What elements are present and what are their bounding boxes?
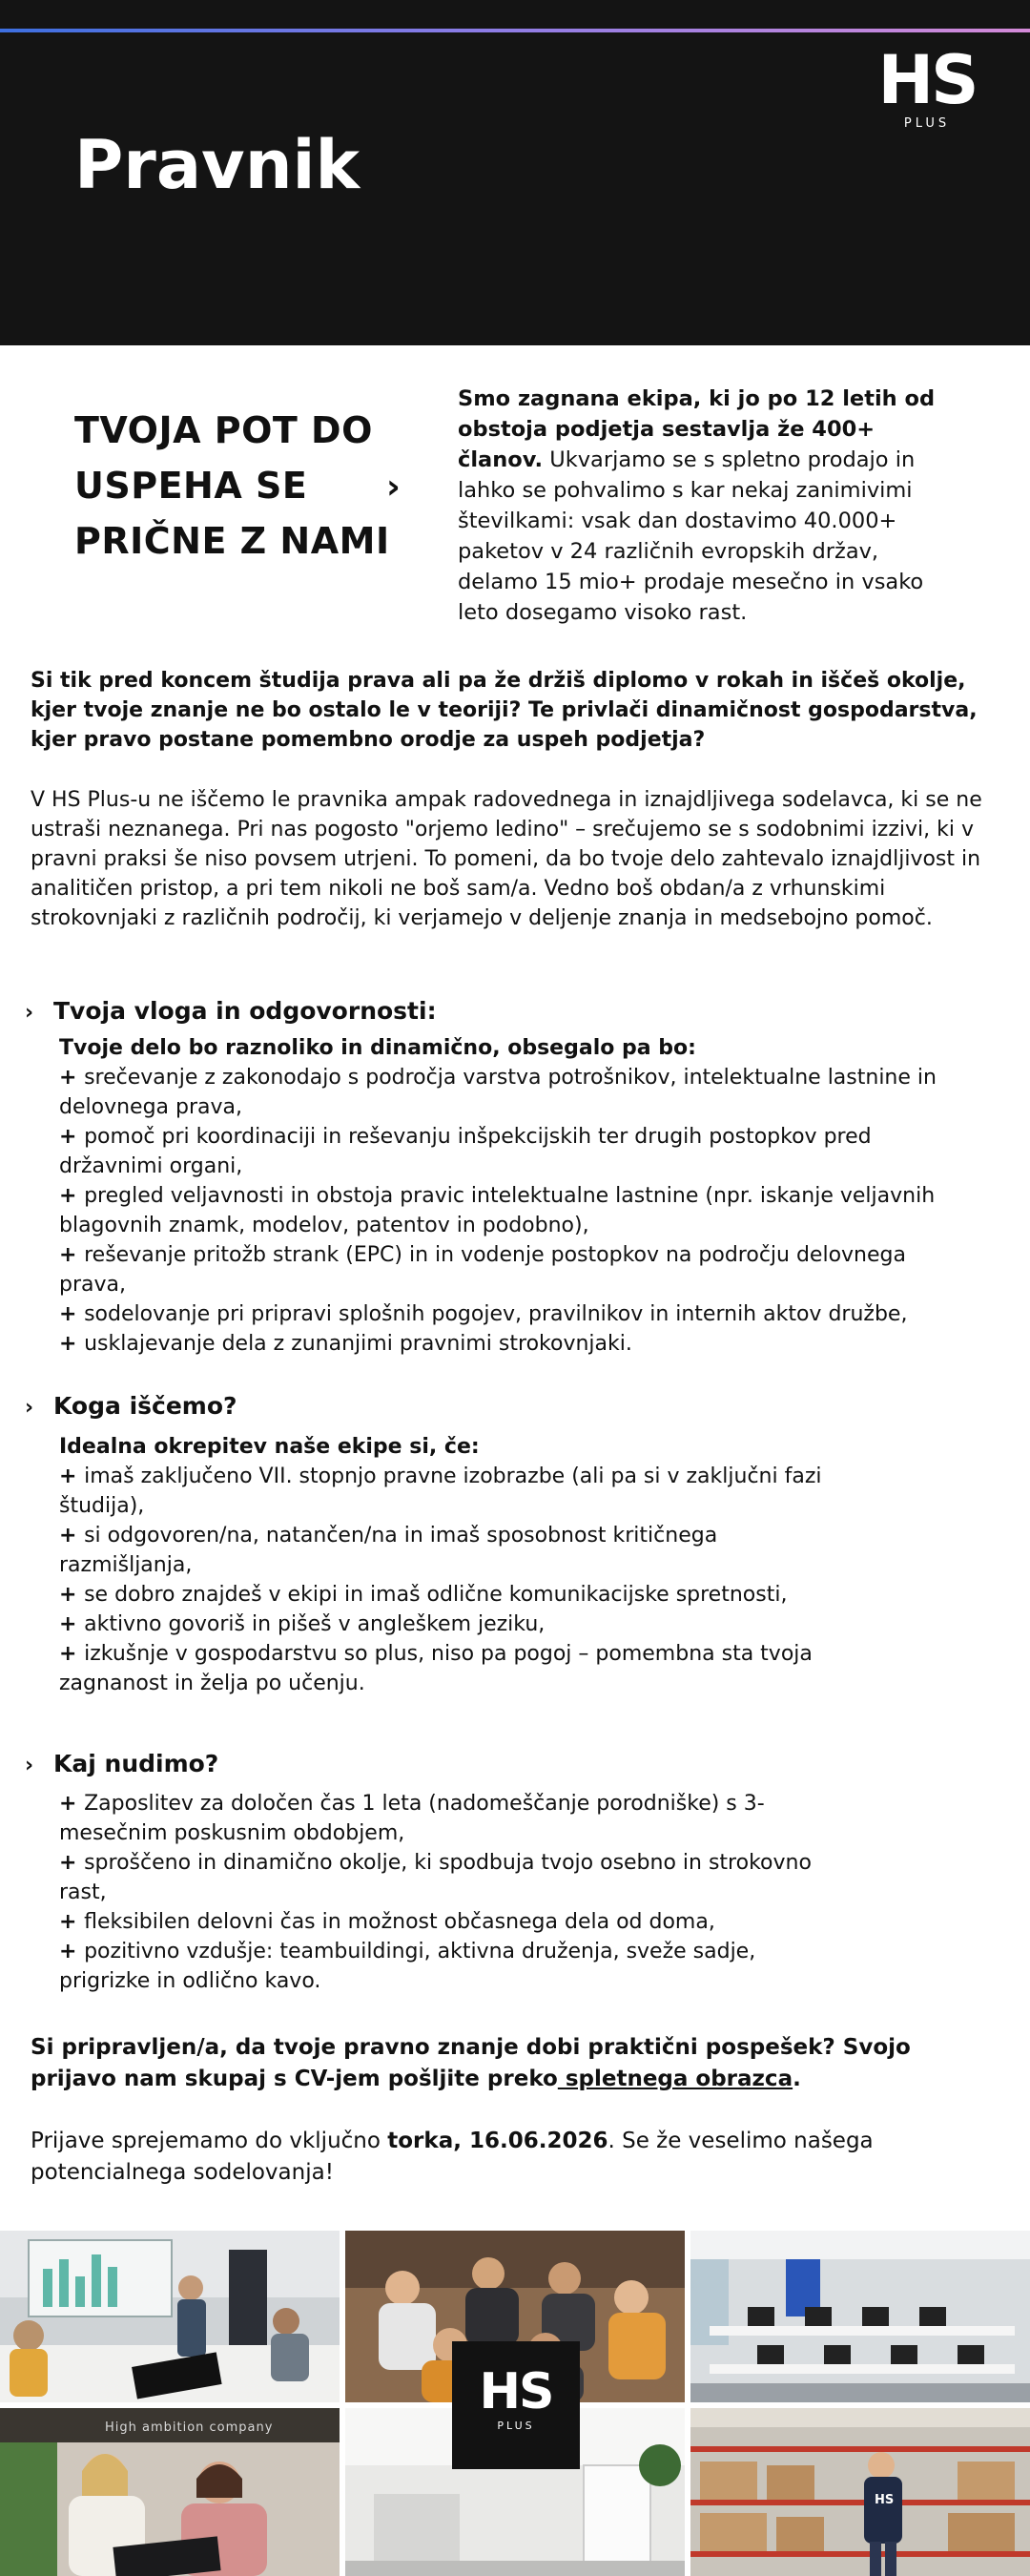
list-item xyxy=(59,1639,841,1698)
list-item-text: se dobro znajdeš v ekipi in imaš odlične komunikacijske spretnosti, xyxy=(84,1583,788,1607)
list-item xyxy=(59,1329,975,1359)
offer-list xyxy=(59,1789,851,1996)
header xyxy=(0,0,1030,345)
list-item xyxy=(59,1848,851,1907)
list-item-text: sodelovanje pri pripravi splošnih pogojev, pravilnikov in internih aktov družbe, xyxy=(84,1302,908,1326)
list-item xyxy=(59,1610,841,1639)
photo-colleagues-laughing xyxy=(0,2408,340,2576)
plus-icon: + xyxy=(59,1243,85,1267)
list-item-text: izkušnje v gospodarstvu so plus, niso pa pogoj – pomembna sta tvoja zagnanost in želja po učenju. xyxy=(59,1642,813,1695)
accent-gradient-bar xyxy=(0,29,1030,32)
list-item-text: Zaposlitev za določen čas 1 leta (nadomeščanje porodniške) s 3-mesečnim poskusnim obdobjem, xyxy=(59,1792,765,1845)
shirt-logo-text: HS xyxy=(875,2493,895,2507)
plus-icon: + xyxy=(59,1851,85,1875)
list-item-text: aktivno govoriš in pišeš v angleškem jeziku, xyxy=(84,1612,546,1636)
call-to-action xyxy=(31,2032,1003,2095)
list-item-text: imaš zaključeno VII. stopnjo pravne izobrazbe (ali pa si v zaključni fazi študija), xyxy=(59,1465,822,1518)
deadline-prefix: Prijave sprejemamo do vključno xyxy=(31,2129,388,2153)
hs-plus-logo-center xyxy=(452,2341,580,2469)
slogan-line-1: TVOJA POT DO xyxy=(74,409,373,451)
responsibilities-list xyxy=(59,1063,975,1359)
plus-icon: + xyxy=(59,1184,85,1208)
list-item-text: si odgovoren/na, natančen/na in imaš sposobnost kritičnega razmišljanja, xyxy=(59,1524,718,1577)
list-item xyxy=(59,1937,851,1996)
photo-office-desks xyxy=(690,2231,1030,2402)
application-deadline xyxy=(31,2126,1003,2189)
company-intro-bold: Smo zagnana ekipa, ki jo po 12 letih od obstoja podjetja sestavlja že 400+ članov. xyxy=(458,386,936,472)
list-item xyxy=(59,1789,851,1848)
section-heading-requirements xyxy=(25,1391,237,1423)
company-intro xyxy=(458,384,949,628)
list-item-text: pomoč pri koordinaciji in reševanju inšpekcijskih ter drugih postopkov pred državnimi organi, xyxy=(59,1125,872,1178)
section-intro-responsibilities: Tvoje delo bo raznoliko in dinamično, obsegalo pa bo: xyxy=(59,1036,696,1060)
plus-icon: + xyxy=(59,1066,85,1090)
company-intro-text: Ukvarjamo se s spletno prodajo in lahko se pohvalimo s kar nekaj zanimivimi številkami: vsak dan dostavimo 40.000+ paketov v 24 različnih evropskih držav, delamo 15 mio+ prodaje mesečno in vsako leto dosegamo visoko rast. xyxy=(458,447,924,625)
lead-question: Si tik pred koncem študija prava ali pa že držiš diplomo v rokah in iščeš okolje, kjer tvoje znanje ne bo ostalo le v teoriji? Te privlači dinamičnost gospodarstva, kjer pravo postane pomembno orodje za uspeh podjetja? xyxy=(31,669,978,752)
plus-icon: + xyxy=(59,1465,85,1488)
slogan-line-2: USPEHA SE xyxy=(74,465,308,507)
plus-icon: + xyxy=(59,1612,85,1636)
page-title: Pravnik xyxy=(74,126,360,204)
list-item-text: srečevanje z zakonodajo s področja varstva potrošnikov, intelektualne lastnine in delovnega prava, xyxy=(59,1066,937,1119)
photo-meeting-room xyxy=(0,2231,340,2402)
deadline-date: torka, 16.06.2026 xyxy=(387,2129,608,2153)
list-item-text: sproščeno in dinamično okolje, ki spodbuja tvojo osebno in strokovno rast, xyxy=(59,1851,812,1904)
plus-icon: + xyxy=(59,1125,85,1149)
list-item xyxy=(59,1462,841,1521)
chevron-right-icon: › xyxy=(25,1396,34,1420)
list-item xyxy=(59,1580,841,1610)
plus-icon: + xyxy=(59,1940,85,1963)
list-item xyxy=(59,1122,975,1181)
plus-icon: + xyxy=(59,1910,85,1934)
plus-icon: + xyxy=(59,1792,85,1816)
office-banner-text: High ambition company xyxy=(105,2420,274,2435)
logo-main-text: HS xyxy=(479,2363,553,2420)
hs-plus-logo xyxy=(870,41,984,131)
chevron-right-icon: › xyxy=(386,467,401,507)
list-item xyxy=(59,1063,975,1122)
section-heading-offer xyxy=(25,1749,218,1781)
logo-sub-text: PLUS xyxy=(497,2420,535,2432)
section-heading-text: Koga iščemo? xyxy=(53,1392,237,1420)
slogan xyxy=(74,403,399,569)
plus-icon: + xyxy=(59,1302,85,1326)
list-item xyxy=(59,1181,975,1240)
section-heading-text: Tvoja vloga in odgovornosti: xyxy=(53,997,437,1025)
cta-end: . xyxy=(793,2067,801,2091)
body-paragraph: V HS Plus-u ne iščemo le pravnika ampak radovednega in iznajdljivega sodelavca, ki se ne ustraši neznanega. Pri nas pogosto "orjemo ledino" – srečujemo se s sodobnimi izzivi, ki v pravni praksi še niso povsem utrjeni. To pomeni, da bo tvoje delo zahtevalo iznajdljivost in analitičen pristop, a pri tem nikoli ne boš sam/a. Vedno boš obdan/a z vrhunskimi strokovnjaki z različnih področij, ki verjamejo v deljenje znanja in medsebojno pomoč. xyxy=(31,788,982,930)
list-item xyxy=(59,1240,975,1299)
cta-text: Si pripravljen/a, da tvoje pravno znanje dobi praktični pospešek? Svojo prijavo nam skupaj s CV-jem pošljite preko xyxy=(31,2035,911,2091)
plus-icon: + xyxy=(59,1642,85,1666)
section-heading-text: Kaj nudimo? xyxy=(53,1750,219,1777)
requirements-list xyxy=(59,1462,841,1698)
slogan-line-3: PRIČNE Z NAMI xyxy=(74,520,390,562)
application-form-link[interactable]: spletnega obrazca xyxy=(557,2067,793,2091)
list-item-text: pozitivno vzdušje: teambuildingi, aktivna druženja, sveže sadje, prigrizke in odlično kavo. xyxy=(59,1940,756,1993)
list-item xyxy=(59,1907,851,1937)
logo-sub-text: PLUS xyxy=(903,116,951,131)
chevron-right-icon: › xyxy=(25,1001,34,1025)
section-heading-responsibilities xyxy=(25,996,437,1028)
plus-icon: + xyxy=(59,1524,85,1548)
photo-warehouse xyxy=(690,2408,1030,2576)
list-item xyxy=(59,1521,841,1580)
list-item-text: fleksibilen delovni čas in možnost občasnega dela od doma, xyxy=(84,1910,715,1934)
list-item-text: pregled veljavnosti in obstoja pravic intelektualne lastnine (npr. iskanje veljavnih blagovnih znamk, modelov, patentov in podobno), xyxy=(59,1184,936,1237)
chevron-right-icon: › xyxy=(25,1754,34,1777)
list-item xyxy=(59,1299,975,1329)
section-intro-requirements: Idealna okrepitev naše ekipe si, če: xyxy=(59,1435,480,1459)
deadline-suffix: . Se že veselimo našega potencialnega sodelovanja! xyxy=(31,2129,874,2185)
list-item-text: usklajevanje dela z zunanjimi pravnimi strokovnjaki. xyxy=(84,1332,632,1356)
logo-main-text: HS xyxy=(877,41,977,119)
list-item-text: reševanje pritožb strank (EPC) in in vodenje postopkov na področju delovnega prava, xyxy=(59,1243,906,1297)
plus-icon: + xyxy=(59,1583,85,1607)
plus-icon: + xyxy=(59,1332,85,1356)
